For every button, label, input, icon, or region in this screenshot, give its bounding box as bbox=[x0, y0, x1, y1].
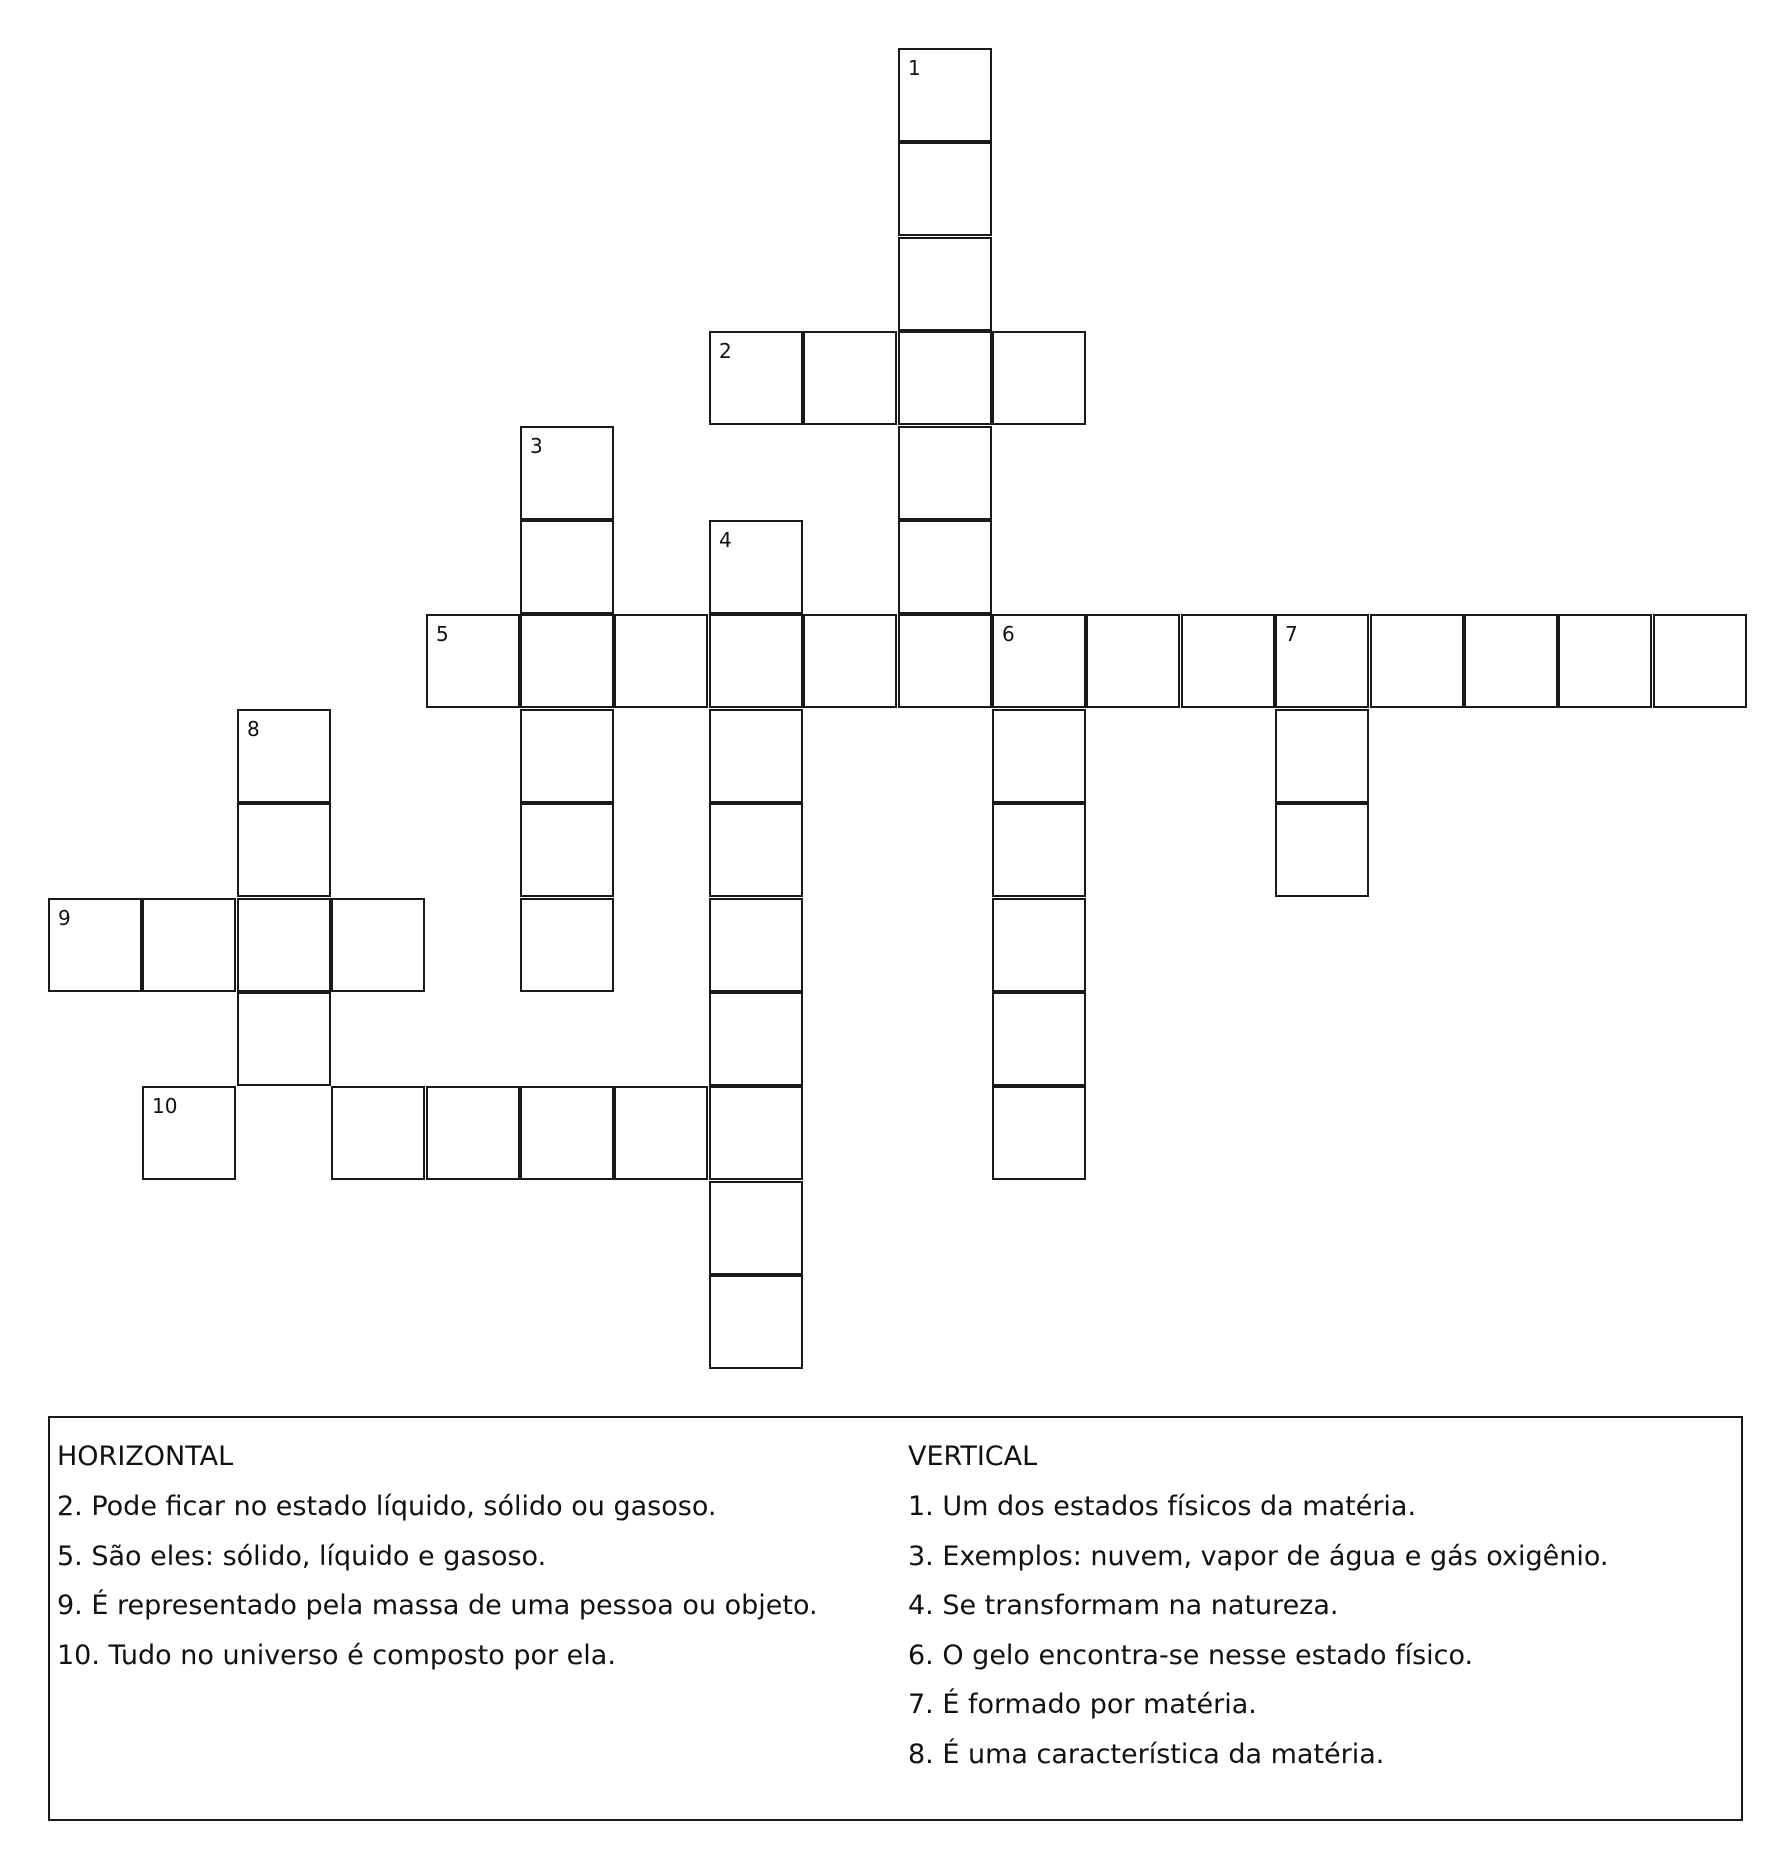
clue-vertical-8: 8. É uma característica da matéria. bbox=[908, 1738, 1385, 1770]
crossword-cell[interactable] bbox=[520, 898, 614, 992]
crossword-cell[interactable] bbox=[237, 992, 331, 1086]
crossword-cell[interactable] bbox=[142, 898, 236, 992]
clue-horizontal-2: 2. Pode ficar no estado líquido, sólido ou gasoso. bbox=[57, 1491, 717, 1522]
horizontal-heading: HORIZONTAL bbox=[57, 1441, 234, 1472]
crossword-cell[interactable] bbox=[1275, 709, 1369, 803]
crossword-cell[interactable] bbox=[898, 426, 992, 520]
crossword-cell[interactable] bbox=[992, 898, 1086, 992]
clue-vertical-7: 7. É formado por matéria. bbox=[908, 1689, 1257, 1720]
crossword-cell[interactable] bbox=[614, 1086, 708, 1180]
crossword-cell[interactable] bbox=[992, 992, 1086, 1086]
crossword-cell[interactable] bbox=[1181, 614, 1275, 708]
crossword-cell[interactable] bbox=[331, 898, 425, 992]
clue-horizontal-10: 10. Tudo no universo é composto por ela. bbox=[57, 1639, 616, 1671]
crossword-cell[interactable] bbox=[331, 1086, 425, 1180]
cell-number: 6 bbox=[1002, 622, 1015, 646]
crossword-cell[interactable] bbox=[803, 614, 897, 708]
crossword-cell[interactable] bbox=[426, 1086, 520, 1180]
crossword-cell[interactable] bbox=[992, 709, 1086, 803]
crossword-cell[interactable] bbox=[709, 1086, 803, 1180]
horizontal-clues bbox=[57, 1432, 818, 1680]
cell-number: 8 bbox=[247, 717, 260, 741]
crossword-cell[interactable] bbox=[1370, 614, 1464, 708]
crossword-cell[interactable] bbox=[520, 1086, 614, 1180]
crossword-cell[interactable] bbox=[803, 331, 897, 425]
crossword-cell[interactable] bbox=[992, 803, 1086, 897]
crossword-cell[interactable] bbox=[992, 614, 1086, 708]
crossword-cell[interactable] bbox=[992, 1086, 1086, 1180]
crossword-cell[interactable] bbox=[48, 898, 142, 992]
crossword-cell[interactable] bbox=[142, 1086, 236, 1180]
crossword-cell[interactable] bbox=[898, 520, 992, 614]
cell-number: 7 bbox=[1285, 622, 1298, 646]
crossword-cell[interactable] bbox=[709, 992, 803, 1086]
clue-vertical-6: 6. O gelo encontra-se nesse estado físico. bbox=[908, 1639, 1474, 1671]
crossword-cell[interactable] bbox=[898, 48, 992, 142]
crossword-cell[interactable] bbox=[709, 898, 803, 992]
clue-vertical-1: 1. Um dos estados físicos da matéria. bbox=[908, 1491, 1417, 1522]
crossword-cell[interactable] bbox=[1653, 614, 1747, 708]
crossword-cell[interactable] bbox=[709, 520, 803, 614]
crossword-cell[interactable] bbox=[520, 709, 614, 803]
crossword-cell[interactable] bbox=[898, 331, 992, 425]
cell-number: 3 bbox=[530, 434, 543, 458]
crossword-cell[interactable] bbox=[709, 614, 803, 708]
crossword-cell[interactable] bbox=[1086, 614, 1180, 708]
crossword-cell[interactable] bbox=[898, 142, 992, 236]
crossword-cell[interactable] bbox=[426, 614, 520, 708]
crossword-cell[interactable] bbox=[1558, 614, 1652, 708]
cell-number: 10 bbox=[152, 1094, 178, 1118]
clue-horizontal-9: 9. É representado pela massa de uma pessoa ou objeto. bbox=[57, 1590, 818, 1621]
crossword-cell[interactable] bbox=[520, 614, 614, 708]
clue-horizontal-5: 5. São eles: sólido, líquido e gasoso. bbox=[57, 1540, 547, 1572]
cell-number: 2 bbox=[719, 339, 732, 363]
vertical-clues bbox=[908, 1432, 1608, 1779]
cell-number: 1 bbox=[908, 56, 921, 80]
clues-box bbox=[48, 1416, 1743, 1821]
crossword-cell[interactable] bbox=[709, 1181, 803, 1275]
cell-number: 9 bbox=[58, 906, 71, 930]
clue-vertical-4: 4. Se transformam na natureza. bbox=[908, 1590, 1339, 1621]
crossword-cell[interactable] bbox=[520, 426, 614, 520]
vertical-heading: VERTICAL bbox=[908, 1441, 1038, 1472]
crossword-cell[interactable] bbox=[520, 803, 614, 897]
crossword-cell[interactable] bbox=[237, 709, 331, 803]
crossword-cell[interactable] bbox=[992, 331, 1086, 425]
crossword-cell[interactable] bbox=[1275, 803, 1369, 897]
crossword-cell[interactable] bbox=[709, 331, 803, 425]
crossword-cell[interactable] bbox=[709, 1275, 803, 1369]
crossword-cell[interactable] bbox=[520, 520, 614, 614]
cell-number: 5 bbox=[436, 622, 449, 646]
cell-number: 4 bbox=[719, 528, 732, 552]
crossword-cell[interactable] bbox=[237, 898, 331, 992]
crossword-cell[interactable] bbox=[898, 237, 992, 331]
crossword-cell[interactable] bbox=[614, 614, 708, 708]
crossword-cell[interactable] bbox=[709, 709, 803, 803]
clue-vertical-3: 3. Exemplos: nuvem, vapor de água e gás oxigênio. bbox=[908, 1540, 1609, 1572]
crossword-cell[interactable] bbox=[898, 614, 992, 708]
crossword-cell[interactable] bbox=[237, 803, 331, 897]
crossword-cell[interactable] bbox=[1464, 614, 1558, 708]
crossword-cell[interactable] bbox=[1275, 614, 1369, 708]
crossword-cell[interactable] bbox=[709, 803, 803, 897]
